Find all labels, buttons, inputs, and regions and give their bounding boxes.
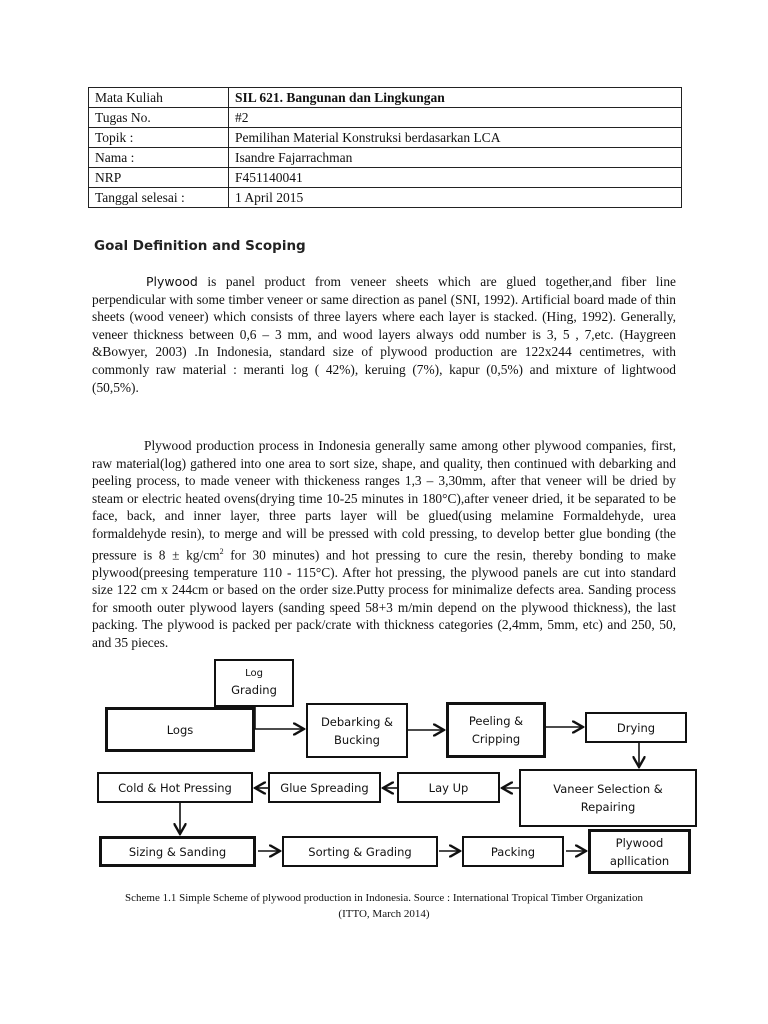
box-label: Glue Spreading [280,780,369,795]
row-label: Tugas No. [89,108,229,128]
box-label: Bucking [334,732,380,747]
box-glue-spreading [268,772,381,803]
box-label: Sorting & Grading [308,844,412,859]
row-value: 1 April 2015 [229,188,682,208]
box-cold-hot-pressing [97,772,253,803]
row-label: Tanggal selesai : [89,188,229,208]
box-debarking [306,703,408,758]
box-log-grading [214,659,294,707]
row-value: Pemilihan Material Konstruksi berdasarkan LCA [229,128,682,148]
box-plywood-application [588,829,691,874]
superscript: 2 [219,546,224,556]
caption-line: (ITTO, March 2014) [338,908,430,920]
box-packing [462,836,564,867]
paragraph-text: Plywood production process in Indonesia generally same among other plywood companies, first, raw material(log) gathered into one area to sort size, shape, and quality, then continued with debarking and peeling process, to made veneer with thickeness ranges 1,3 – 3,30mm, after that veneer will be dried by steam or electric heated ovens(drying time 10-25 minutes in 180°C),after veneer dried, it be separated to be face, back, and inner layer, three parts layer will be glued(using melamine Formaldehyde, urea formaldehyde resin), to merge and will be pressed with cold pressing, to develop better glue bonding (the pressure is 8 ± kg/cm [92,438,676,563]
box-label: Debarking & [320,714,394,729]
box-label: Repairing [580,800,636,814]
row-value: #2 [229,108,682,128]
row-label: Topik : [89,128,229,148]
box-label: Log [245,668,263,679]
paragraph-text: is panel product from veneer sheets which are glued together,and fiber line perpendicular with some timber veneer or same direction as panel (SNI, 1992). Artificial board made of thin sheets (wood veneer) which consists of three layers where each layer is stacked. (Hing, 1992). Generally, veneer thickness between 0,6 – 3 mm, and wood layers always odd number is 3, 5 , 7,etc. (Haygreen &Bowyer, 2003) .In Indonesia, standard size of plywood production are 122x244 centimetres, with commonly raw material : meranti log ( 42%), keruing (7%), kapur (0,5%) and mixture of lightwood (50,5%). [92,274,676,395]
row-value: Isandre Fajarrachman [229,148,682,168]
box-sorting-grading [282,836,438,867]
box-label: Grading [231,683,277,697]
box-logs [105,707,255,752]
caption-line: Scheme 1.1 Simple Scheme of plywood production in Indonesia. Source : International Tropical Timber Organization [125,892,643,904]
box-label: Peeling & [468,714,524,728]
box-label: Drying [616,720,656,735]
box-sizing-sanding [99,836,256,867]
box-lay-up [397,772,500,803]
section-heading: Goal Definition and Scoping [94,238,306,254]
row-label: Nama : [89,148,229,168]
box-label: Vaneer Selection & [553,782,663,796]
box-label: Cripping [471,732,521,746]
row-label: Mata Kuliah [89,88,229,108]
box-peeling [446,702,546,758]
paragraph-text: for 30 minutes) and hot pressing to cure the resin, thereby bonding to make plywood(preesing temperature 110 - 115°C). After hot pressing, the plywood panels are cut into standard size 122 cm x 244cm or based on the order size.Putty process for minimalize defects area. Sanding process for smooth outer plywood layers (sanding speed 58+3 m/min depend on the plywood thickness), the last packing. The plywood is packed per pack/crate with thickness categories (2,4mm, 5mm, etc) and 250, 50, and 35 pieces. [92,547,676,650]
box-label: Lay Up [428,780,469,795]
row-value: SIL 621. Bangunan dan Lingkungan [229,88,682,108]
box-label: Logs [166,722,194,737]
box-label: Sizing & Sanding [128,844,227,859]
row-label: NRP [89,168,229,188]
box-label: Packing [490,844,536,859]
plywood-lead: Plywood [146,274,198,289]
box-drying [585,712,687,743]
box-label: Plywood [615,835,664,850]
row-value: F451140041 [229,168,682,188]
figure-caption [90,890,678,922]
box-label: apllication [609,853,670,868]
box-vaneer-selection [519,769,697,827]
box-label: Cold & Hot Pressing [118,780,232,795]
